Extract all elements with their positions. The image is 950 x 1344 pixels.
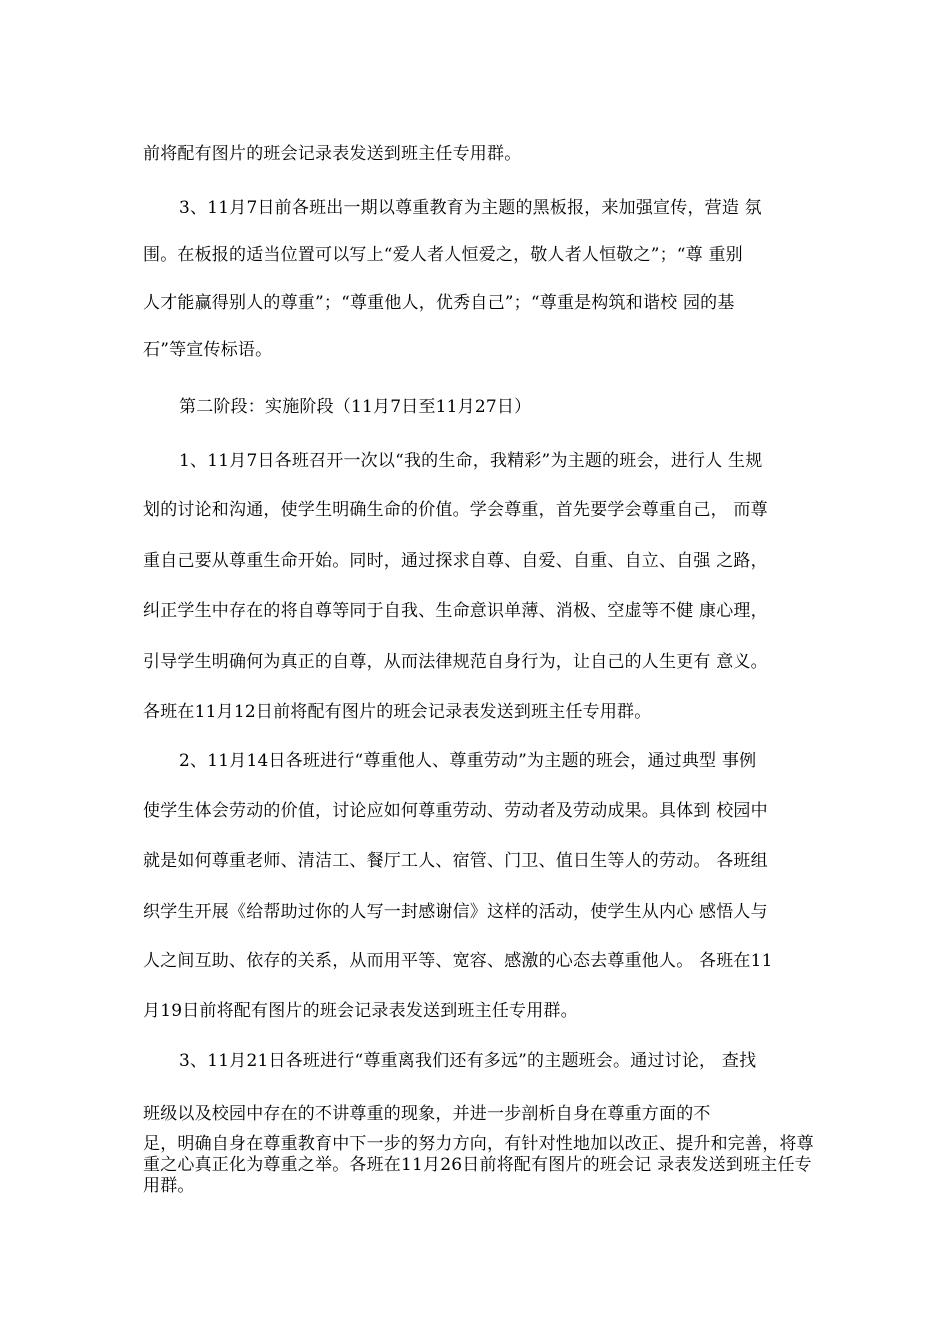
text-line: 2、11月14日各班进行“尊重他人、尊重劳动”为主题的班会，通过典型 事例 — [179, 751, 757, 771]
text-line: 划的讨论和沟通，使学生明确生命的价值。学会尊重，首先要学会尊重自己， 而尊 — [143, 500, 768, 520]
text-line: 纠正学生中存在的将自尊等同于自我、生命意识单薄、消极、空虚等不健 康心理， — [143, 601, 768, 621]
text-line: 3、11月7日前各班出一期以尊重教育为主题的黑板报，来加强宣传，营造 氛 — [179, 198, 762, 218]
text-line: 各班在11月12日前将配有图片的班会记录表发送到班主任专用群。 — [143, 702, 652, 722]
text-line: 班级以及校园中存在的不讲尊重的现象，并进一步剖析自身在尊重方面的不 — [143, 1104, 711, 1124]
text-line: 石”等宣传标语。 — [143, 340, 273, 360]
text-line: 重自己要从尊重生命开始。同时，通过探求自尊、自爱、自重、自立、自强 之路， — [143, 551, 768, 571]
text-line: 人才能赢得别人的尊重”；“尊重他人，优秀自己”；“尊重是构筑和谐校 园的基 — [143, 293, 735, 313]
text-line: 1、11月7日各班召开一次以“我的生命，我精彩”为主题的班会，进行人 生规 — [179, 451, 763, 471]
text-line: 3、11月21日各班进行“尊重离我们还有多远”的主题班会。通过讨论， 查找 — [179, 1051, 757, 1071]
text-line: 围。在板报的适当位置可以写上“爱人者人恒爱之，敬人者人恒敬之”；“尊 重别 — [143, 245, 743, 265]
text-line: 引导学生明确何为真正的自尊，从而法律规范自身行为，让自己的人生更有 意义。 — [143, 652, 768, 672]
text-line: 人之间互助、依存的关系，从而用平等、宽容、感激的心态去尊重他人。 各班在11 — [143, 951, 773, 971]
text-paragraph: 足，明确自身在尊重教育中下一步的努力方向，有针对性地加以改正、提升和完善，将尊重之心真正化为尊重之举。各班在11月26日前将配有图片的班会记 录表发送到班主任专用群。 — [143, 1134, 814, 1196]
text-line: 月19日前将配有图片的班会记录表发送到班主任专用群。 — [143, 1001, 578, 1021]
text-line: 使学生体会劳动的价值，讨论应如何尊重劳动、劳动者及劳动成果。具体到 校园中 — [143, 801, 768, 821]
text-line: 前将配有图片的班会记录表发送到班主任专用群。 — [143, 144, 522, 164]
section-heading: 第二阶段：实施阶段（11月7日至11月27日） — [179, 397, 532, 417]
text-line: 就是如何尊重老师、清洁工、餐厅工人、宿管、门卫、值日生等人的劳动。 各班组 — [143, 851, 768, 871]
text-line: 织学生开展《给帮助过你的人写一封感谢信》这样的活动，使学生从内心 感悟人与 — [143, 902, 768, 922]
